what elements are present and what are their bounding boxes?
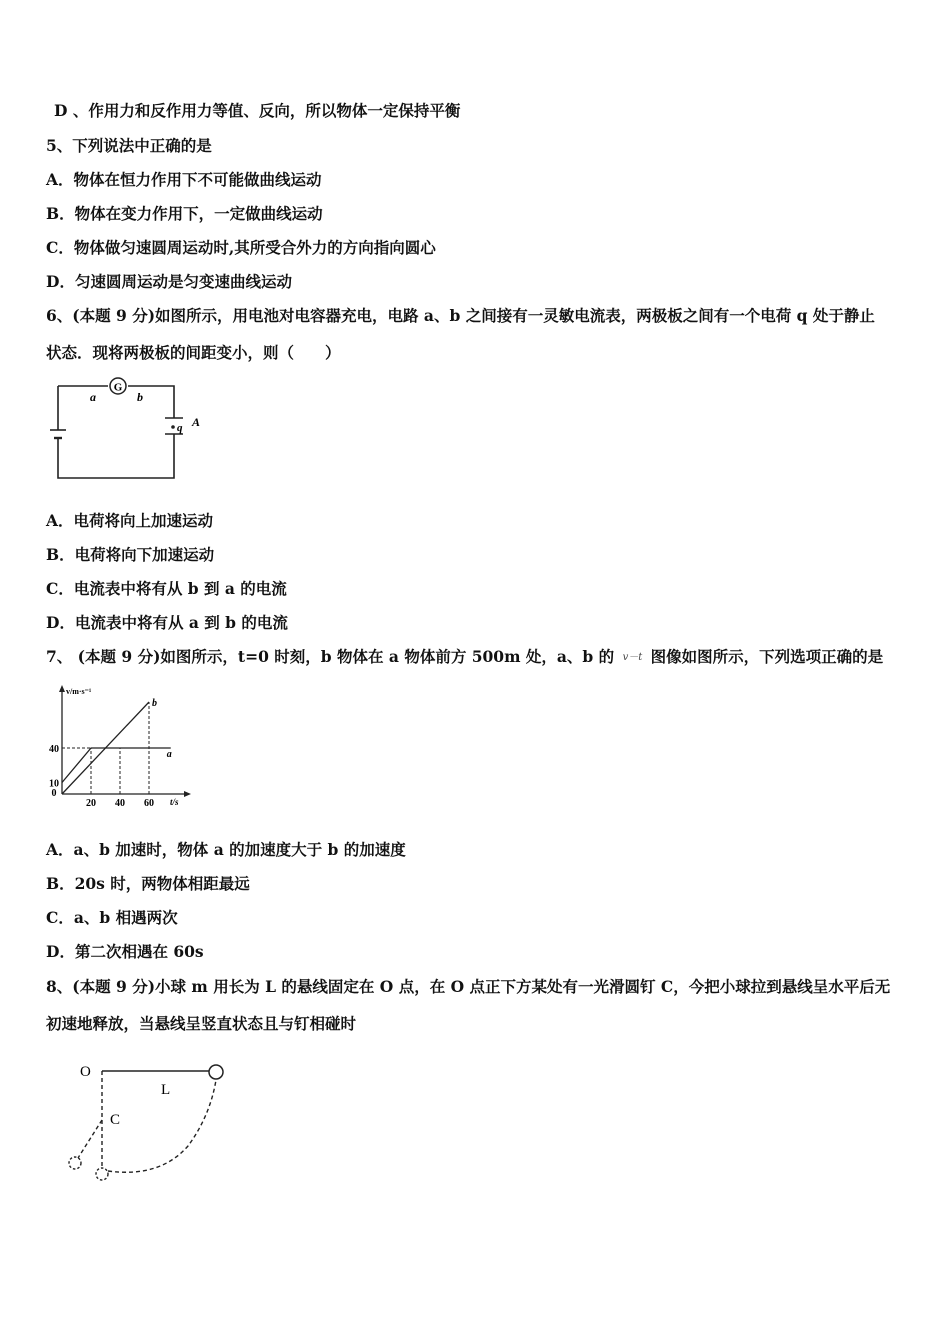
q7-option-c: C．a、b 相遇两次 xyxy=(46,908,178,927)
q8-stem-line2: 初速地释放，当悬线呈竖直状态且与钉相碰时 xyxy=(46,1014,357,1033)
q6-option-d: D．电流表中将有从 a 到 b 的电流 xyxy=(46,613,288,632)
x-axis-label: t/s xyxy=(170,797,179,807)
q4-option-d: D 、作用力和反作用力等值、反向，所以物体一定保持平衡 xyxy=(54,101,461,120)
q5-option-c: C．物体做匀速圆周运动时,其所受合外力的方向指向圆心 xyxy=(46,238,436,257)
q8-pendulum-figure xyxy=(60,1058,235,1188)
x-tick-20: 20 xyxy=(86,798,96,809)
series-line-a xyxy=(62,748,149,783)
label-q: q xyxy=(177,422,183,434)
q7-stem-after: 图像如图所示，下列选项正确的是 xyxy=(650,647,884,666)
label-plate-a: A xyxy=(192,415,201,429)
y-tick-40: 40 xyxy=(49,744,59,755)
q7-vt-chart xyxy=(40,682,200,810)
q7-vt-symbol: v－t xyxy=(622,652,643,663)
label-l: L xyxy=(161,1082,171,1098)
q7-stem xyxy=(46,647,883,668)
x-axis-arrow xyxy=(184,791,191,797)
y-axis-label: v/m·s⁻¹ xyxy=(66,687,92,696)
x-tick-0: 0 xyxy=(51,788,57,799)
q6-circuit-figure xyxy=(46,374,216,486)
q8-stem-line1: 8、(本题 9 分)小球 m 用长为 L 的悬线固定在 O 点，在 O 点正下方某处有一光滑圆钉 C，今把小球拉到悬线呈水平后无 xyxy=(46,977,891,996)
q5-stem: 5、下列说法中正确的是 xyxy=(46,136,212,155)
q7-option-a: A．a、b 加速时，物体 a 的加速度大于 b 的加速度 xyxy=(46,840,406,859)
q6-option-c: C．电流表中将有从 b 到 a 的电流 xyxy=(46,579,287,598)
label-c: C xyxy=(110,1112,121,1128)
ball-left-position xyxy=(69,1157,81,1169)
charge-dot xyxy=(171,425,175,429)
ball-start xyxy=(209,1065,223,1079)
series-label-a: a xyxy=(166,749,172,760)
q5-option-a: A．物体在恒力作用下不可能做曲线运动 xyxy=(46,170,322,189)
ball-bottom-position xyxy=(96,1168,108,1180)
q5-option-d: D．匀速圆周运动是匀变速曲线运动 xyxy=(46,272,292,291)
label-b: b xyxy=(137,390,143,404)
q6-stem-line2: 状态．现将两极板的间距变小，则（ ） xyxy=(46,343,341,362)
label-o: O xyxy=(80,1064,91,1080)
q7-stem-before: 7、 (本题 9 分)如图所示，t=0 时刻，b 物体在 a 物体前方 500m 处，a、b 的 xyxy=(46,647,615,666)
label-a: a xyxy=(90,390,96,404)
q6-option-a: A．电荷将向上加速运动 xyxy=(46,511,214,530)
q7-option-b: B．20s 时，两物体相距最远 xyxy=(46,874,250,893)
series-label-b: b xyxy=(152,698,157,709)
y-tick-10: 10 xyxy=(49,778,59,790)
y-axis-arrow xyxy=(59,685,65,692)
galvanometer-label: G xyxy=(113,381,123,394)
q7-option-d: D．第二次相遇在 60s xyxy=(46,942,204,961)
q5-option-b: B．物体在变力作用下，一定做曲线运动 xyxy=(46,204,323,223)
x-tick-40: 40 xyxy=(115,798,125,809)
swing-string xyxy=(78,1120,102,1158)
circuit-wire xyxy=(58,386,174,478)
q6-option-b: B．电荷将向下加速运动 xyxy=(46,545,215,564)
x-tick-60: 60 xyxy=(144,798,154,809)
q6-stem-line1: 6、(本题 9 分)如图所示，用电池对电容器充电，电路 a、b 之间接有一灵敏电流表，两极板之间有一个电荷 q 处于静止 xyxy=(46,306,875,325)
